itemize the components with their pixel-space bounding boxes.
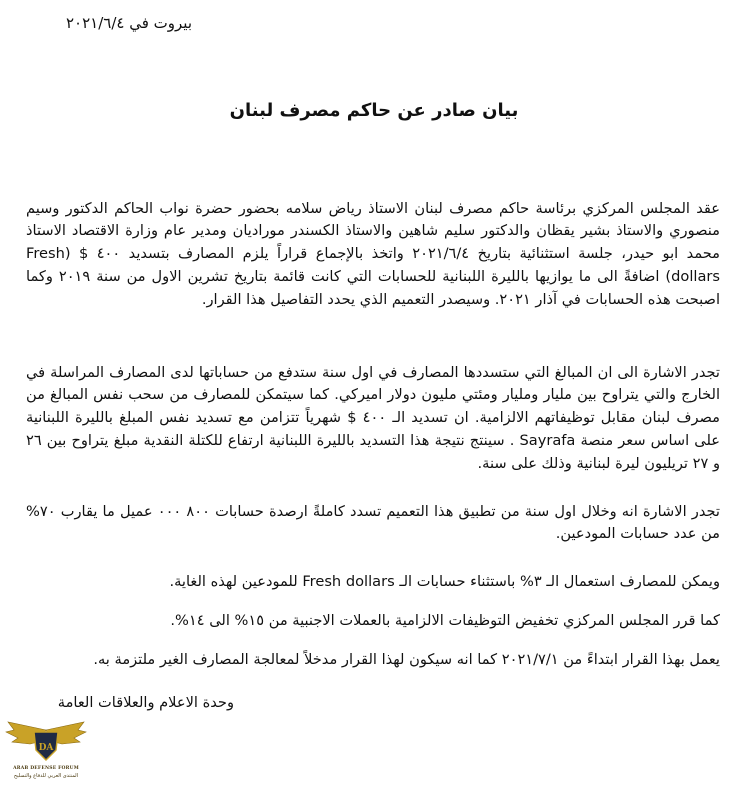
paragraph-effective-date: يعمل بهذا القرار ابتداءً من ٢٠٢١/٧/١ كما انه سيكون لهذا القرار مدخلاً لمعالجة المصارف الغير ملتزمة به. bbox=[93, 650, 720, 668]
paragraph-payment-sources: تجدر الاشارة الى ان المبالغ التي ستسددها المصارف في اول سنة ستدفع من حساباتها لدى المصارف المراسلة في الخارج والتي يتراوح بين مليار ومليار ومئتي مليون دولار اميركي. كما سيتمكن للمصارف من سحب نفس المبالغ من مصرف لبنان مقابل توظيفاتهم الالزامية. ان تسديد الـ ٤٠٠ $ شهرياً تتزامن مع تسديد نفس المبلغ بالليرة اللبنانية على اساس سعر منصة Sayrafa . سينتج نتيجة هذا التسديد بالليرة اللبنانية ارتفاع للكتلة النقدية مبلغ يتراوح بين ٢٦ و ٢٧ تريليون ليرة لبنانية وذلك على سنة. bbox=[26, 363, 721, 472]
paragraph-three-percent: ويمكن للمصارف استعمال الـ ٣% باستثناء حسابات الـ Fresh dollars للمودعين لهذه الغاية. bbox=[169, 572, 720, 590]
logo-initials: DA bbox=[38, 743, 54, 753]
watermark-logo bbox=[4, 720, 88, 786]
date-line: بيروت في ٢٠٢١/٦/٤ bbox=[65, 14, 192, 32]
paragraph-first-year-accounts: تجدر الاشارة انه وخلال اول سنة من تطبيق هذا التعميم تسدد كاملةً ارصدة حسابات ٨٠٠ ٠٠٠ عميل ما يقارب ٧٠% من عدد حسابات المودعين. bbox=[26, 502, 720, 543]
document-title: بيان صادر عن حاكم مصرف لبنان bbox=[229, 100, 519, 121]
logo-caption-en: ARAB DEFENSE FORUM bbox=[13, 766, 79, 771]
logo-caption-ar: المنتدى العربي للدفاع والتسليح bbox=[13, 773, 79, 779]
paragraph-reserve-reduction: كما قرر المجلس المركزي تخفيض التوظيفات الالزامية بالعملات الاجنبية من ١٥% الى ١٤%. bbox=[170, 611, 720, 629]
paragraph-council-decision: عقد المجلس المركزي برئاسة حاكم مصرف لبنان الاستاذ رياض سلامه بحضور حضرة نواب الحاكم الدكتور وسيم منصوري والاستاذ بشير يقظان والدكتور سليم شاهين والاستاذ الكسندر موراديان ومدير عام وزارة الاقتصاد الاستاذ محمد ابو حيدر، جلسة استثنائية بتاريخ ٢٠٢١/٦/٤ واتخذ بالإجماع قراراً يلزم المصارف بتسديد ٤٠٠ $ (Fresh dollars) اضافةً الى ما يوازيها بالليرة اللبنانية للحسابات التي كانت قائمة بتاريخ تشرين الاول من سنة ٢٠١٩ وكما اصبحت هذه الحسابات في آذار ٢٠٢١. وسيصدر التعميم الذي يحدد التفاصيل هذا القرار. bbox=[26, 199, 720, 308]
eagle-emblem-icon bbox=[4, 720, 88, 768]
signature-unit: وحدة الاعلام والعلاقات العامة bbox=[57, 694, 234, 711]
